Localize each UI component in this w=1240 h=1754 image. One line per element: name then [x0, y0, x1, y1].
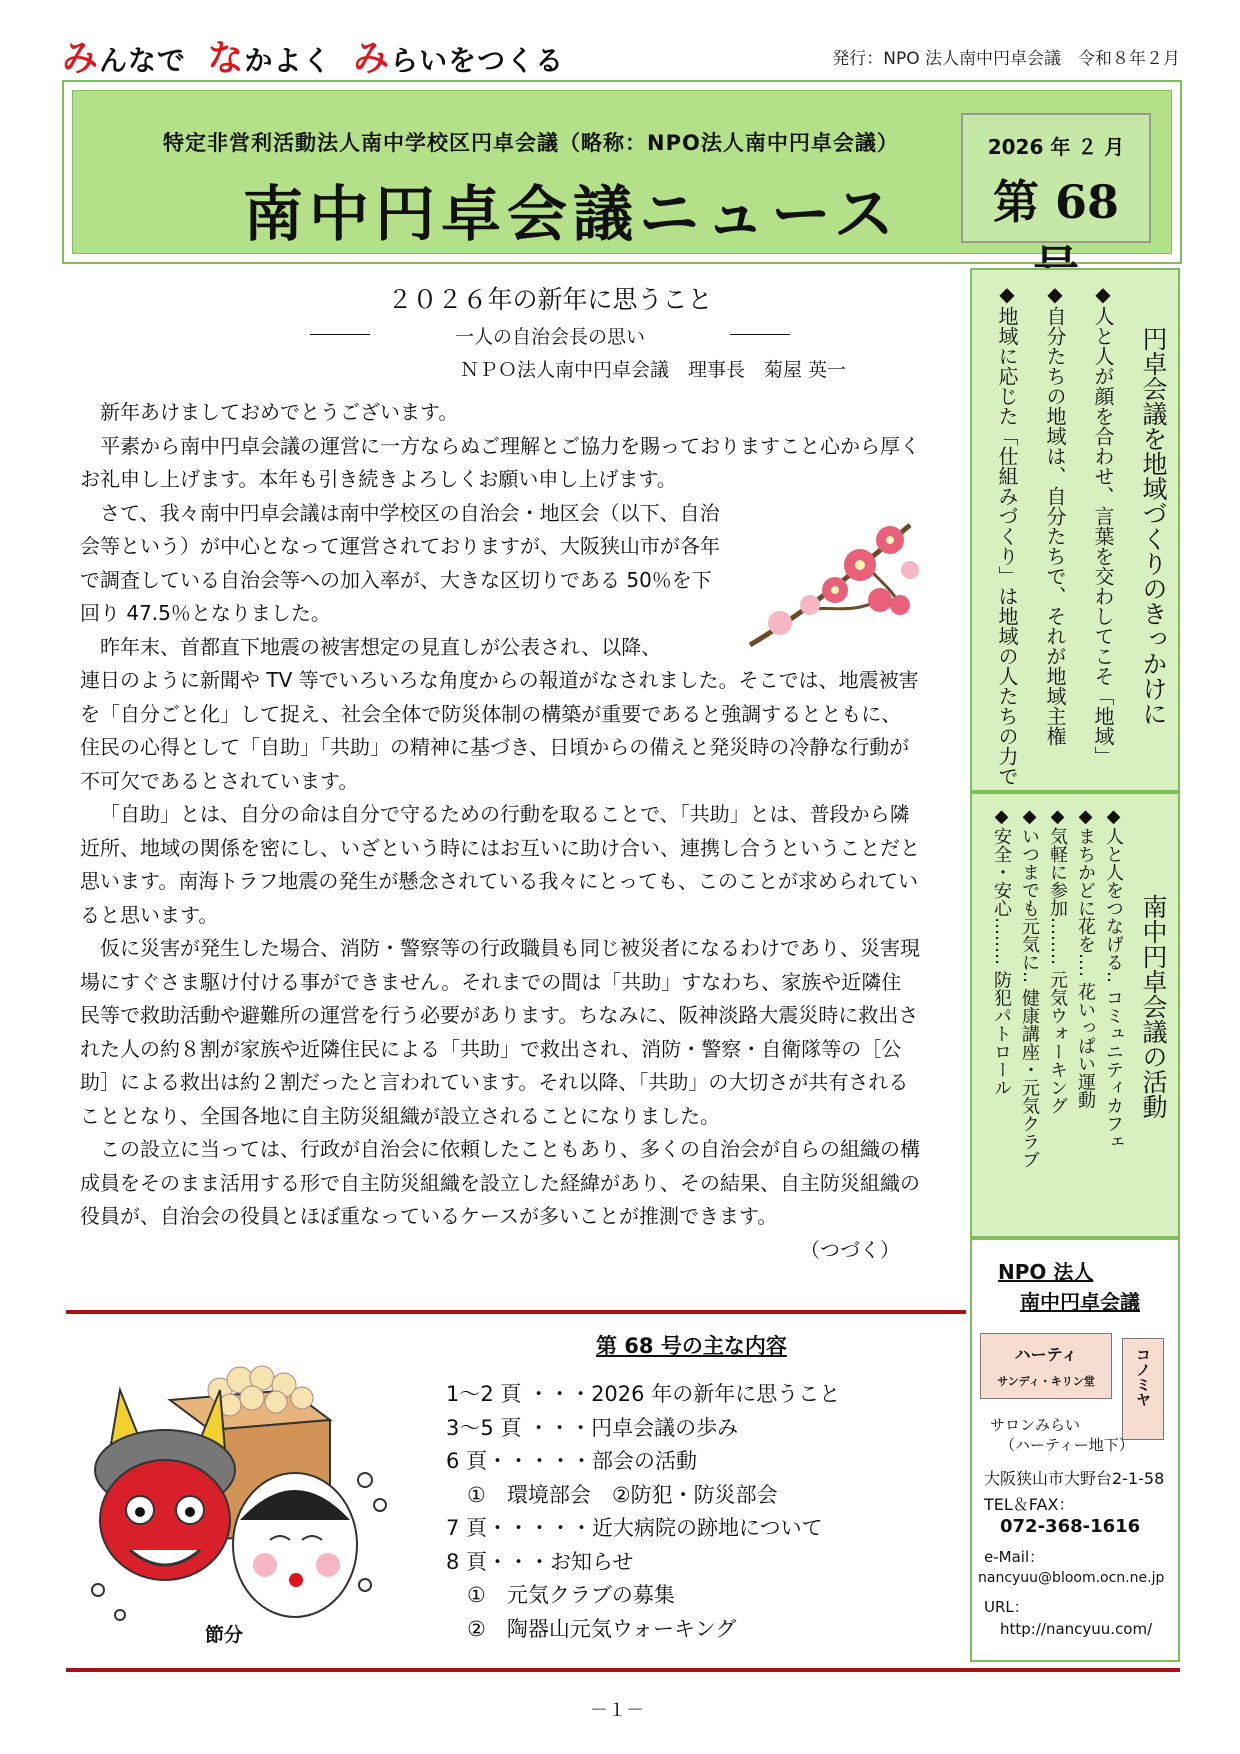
slogan: みんなで なかよく みらいをつくる: [62, 38, 565, 79]
contents-item: ① 環境部会 ②防犯・防災部会: [446, 1482, 778, 1507]
plum-blossom-illustration: [740, 505, 920, 655]
article-byline: ＮＰＯ法人南中円卓会議 理事長 菊屋 英一: [460, 359, 847, 381]
newsletter-title: 南中円卓会議ニュース: [243, 180, 900, 250]
divider: [66, 1310, 966, 1314]
contact-name: 南中円卓会議: [1020, 1290, 1140, 1314]
divider: [66, 1668, 1180, 1672]
tel-number: 072-368-1616: [1000, 1516, 1141, 1537]
salon-name: サロンみらい: [990, 1416, 1081, 1434]
issue-number: 第 68: [992, 175, 1120, 229]
paragraph: 平素から南中円卓会議の運営に一方ならぬご理解とご協力を賜っておりますこと心から厚くお礼申し上げます。本年も引き続きよろしくお願い申し上げます。: [80, 433, 920, 491]
url-label: URL：: [984, 1598, 1029, 1616]
illustration-caption: 節分: [205, 1624, 244, 1646]
masthead: [62, 80, 1182, 264]
article-subtitle: 一人の自治会長の思い: [250, 322, 850, 349]
sidebar-activities: [970, 792, 1180, 1238]
contents-item: 3～5 頁 ・・・円卓会議の歩み: [446, 1415, 739, 1440]
paragraph: この設立に当っては、行政が自治会に依頼したこともあり、多くの自治会が自らの組織の構成員をそのまま活用する形で自主防災組織を設立した経緯があり、その結果、自主防災組織の役員が、自治会の役員とほぼ重なっているケースが多いことが推測できます。: [80, 1137, 920, 1228]
email-label: e-Mail：: [984, 1548, 1045, 1566]
issue-box: [961, 113, 1151, 243]
subtitle-dash-left: [310, 334, 370, 335]
activity-item: ◆気軽に参加‥‥‥‥ 元気ウォーキング: [1047, 806, 1068, 1115]
setsubun-illustration: [80, 1330, 400, 1630]
salon-location: （ハーティー地下）: [1000, 1436, 1134, 1454]
activity-item: ◆いつまでも元気に‥ 健康講座・元気クラブ: [1019, 806, 1040, 1169]
map-konomiya-box: [1122, 1338, 1164, 1440]
contents-item: 8 頁・・・お知らせ: [446, 1549, 634, 1574]
masthead-band: [72, 90, 1172, 254]
paragraph: 新年あけましておめでとうございます。: [100, 400, 459, 424]
contents-item: 7 頁・・・・・近大病院の跡地について: [446, 1516, 823, 1540]
paragraph: 昨年末、首都直下地震の被害想定の見直しが公表され、以降、: [100, 634, 662, 659]
paragraph: 仮に災害が発生した場合、消防・警察等の行政職員も同じ被災者になるわけであり、災害現場にすぐさま駆け付ける事ができません。それまでの間は「共助」すなわち、家族や近隣住民等で救助活動や避難所の運営を行う必要があります。ちなみに、阪神淡路大震災時に救出された人の約８割が家族や近隣住民による「共助」で救出され、消防・警察・自衛隊等の［公助］による救出は約２割だったと言われています。それ以降、「共助」の大切さが共有されることとなり、全国各地に自主防災組織が設立されることになりました。: [80, 936, 920, 1128]
publisher-line: 発行：NPO 法人南中円卓会議 令和８年２月: [832, 49, 1180, 69]
map-store: ハーティ: [1014, 1345, 1078, 1364]
motto-item: ◆地域に応じた「仕組みづくり」は地域の人たちの力で: [995, 282, 1019, 786]
motto-item: ◆人と人が顔を合わせ、言葉を交わしてこそ「地域」: [1091, 282, 1115, 766]
page-number: －１－: [590, 1700, 644, 1721]
activity-item: ◆人と人をつなげる‥ コミュニティカフェ: [1103, 806, 1124, 1151]
motto-item: ◆自分たちの地域は、自分たちで、それが地域主権: [1043, 282, 1067, 746]
map-store-box: [980, 1333, 1112, 1399]
activity-item: ◆安全・安心‥‥‥‥ 防犯パトロール: [991, 806, 1012, 1097]
map-konomiya: コノミヤ: [1134, 1347, 1152, 1407]
paragraph: 「自助」とは、自分の命は自分で守るための行動を取ることで、「共助」とは、普段から隣近所、地域の関係を密にし、いざという時にはお互いに助け合い、連携し合うということだと思います。南海トラフ地震の発生が懸念されている我々にとっても、このことが求められていると思います。: [80, 802, 920, 927]
sidebar-motto: [970, 268, 1180, 792]
article-title: ２０２６年の新年に思うこと: [387, 285, 713, 314]
map-store-sub: サンディ・キリン堂: [997, 1375, 1095, 1388]
website-link[interactable]: http://nancyuu.com/: [1000, 1620, 1153, 1638]
contents-item: 1～2 頁 ・・・2026 年の新年に思うこと: [446, 1382, 841, 1406]
paragraph: さて、我々南中円卓会議は南中学校区の自治会・地区会（以下、自治会等という）が中心となって運営されておりますが、大阪狭山市が各年で調査している自治会等への加入率が、大きな区切りである 50％を下回り 47.5％となりました。: [80, 500, 720, 625]
tel-label: TEL＆FAX：: [984, 1495, 1075, 1514]
email-address[interactable]: nancyuu@bloom.ocn.ne.jp: [978, 1570, 1165, 1586]
contents-title: 第 68 号の主な内容: [596, 1334, 787, 1358]
subtitle-dash-right: [730, 334, 790, 335]
activities-heading: 南中円卓会議の活動: [1139, 894, 1168, 1119]
contact-npo: NPO 法人: [998, 1260, 1094, 1284]
contents-list: [446, 1378, 840, 1646]
org-name: 特定非営利活動法人南中学校区円卓会議（略称：NPO法人南中円卓会議）: [163, 131, 899, 155]
issue-date: 2026 年 ２ 月: [987, 135, 1125, 159]
contents-item: ① 元気クラブの募集: [446, 1583, 675, 1607]
contents-item: ② 陶器山元気ウォーキング: [446, 1616, 737, 1641]
continued-note: （つづく）: [800, 1237, 900, 1262]
activity-item: ◆まちかどに花を‥‥ 花いっぱい運動: [1075, 806, 1096, 1109]
contact-address: 大阪狭山市大野台2-1-58: [984, 1469, 1165, 1488]
motto-heading: 円卓会議を地域づくりのきっかけに: [1139, 326, 1168, 726]
contents-item: 6 頁・・・・・部会の活動: [446, 1449, 698, 1473]
paragraph: 連日のように新聞や TV 等でいろいろな角度からの報道がなされました。そこでは、地震被害を「自分ごと化」して捉え、社会全体で防災体制の構築が重要であると強調するとともに、住民の心得として「自助」「共助」の精神に基づき、日頃からの備えと発災時の冷静な行動が不可欠であるとされています。: [80, 668, 919, 793]
